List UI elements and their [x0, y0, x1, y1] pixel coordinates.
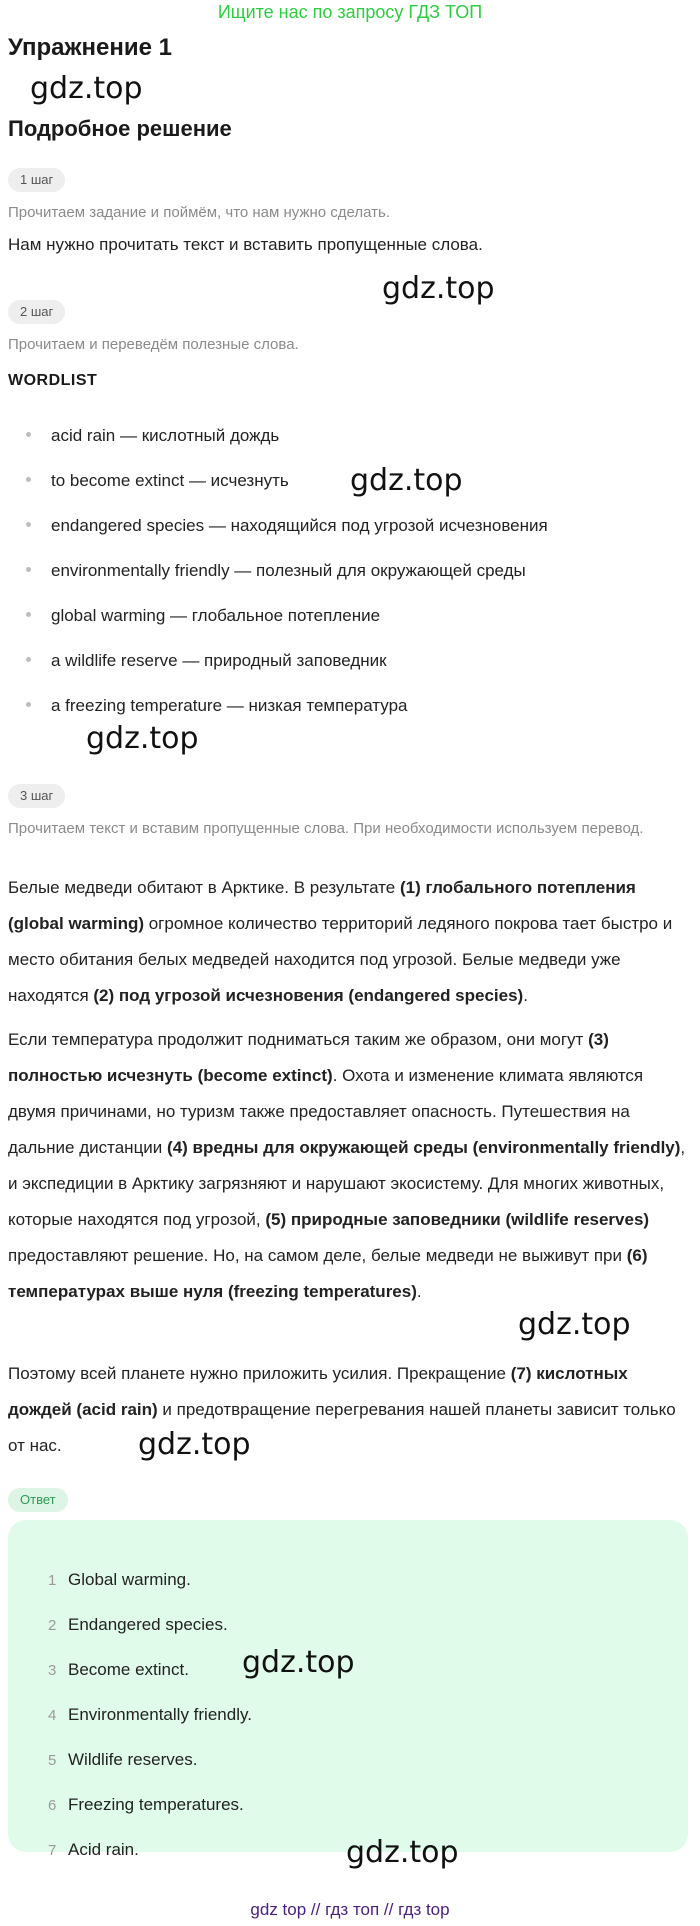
page-title: Упражнение 1	[8, 34, 172, 61]
text-run: Поэтому всей планете нужно приложить усилия. Прекращение	[8, 1364, 511, 1383]
answer-highlight: (7) кислотных дождей (acid rain)	[8, 1364, 628, 1419]
answer-highlight: (4) вредны для окружающей среды (environmentally friendly)	[167, 1138, 681, 1157]
step-3-hint: Прочитаем текст и вставим пропущенные слова. При необходимости используем перевод.	[8, 820, 644, 837]
watermark: gdz.top	[30, 71, 143, 106]
step-1-hint: Прочитаем задание и поймём, что нам нужно сделать.	[8, 204, 391, 221]
answer-item: 4 Environmentally friendly.	[48, 1705, 252, 1724]
text-run: огромное количество территорий ледяного покрова тает быстро и место обитания белых медведей находится под угрозой. Белые медведи уже находятся	[8, 914, 673, 1005]
answer-item: 1 Global warming.	[48, 1570, 191, 1589]
text-run: , и экспедиции в Арктику загрязняют и нарушают экосистему. Для многих животных, которые находятся под угрозой,	[8, 1138, 686, 1229]
step-3-paragraph-3	[8, 1356, 694, 1464]
search-banner: Ищите нас по запросу ГДЗ ТОП	[217, 2, 483, 22]
answer-highlight: (5) природные заповедники (wildlife reserves)	[265, 1210, 650, 1229]
watermark: gdz.top	[242, 1645, 355, 1680]
answer-highlight: (2) под угрозой исчезновения (endangered species)	[93, 986, 524, 1005]
answer-highlight: (6) температурах выше нуля (freezing temperatures)	[8, 1246, 648, 1301]
list-item: global warming — глобальное потепление	[26, 604, 380, 628]
list-item: a wildlife reserve — природный заповедник	[26, 649, 387, 673]
bullet-icon	[26, 612, 31, 617]
bullet-icon	[26, 522, 31, 527]
step-3-paragraph-2	[8, 1022, 694, 1310]
list-item: a freezing temperature — низкая температура	[26, 694, 408, 718]
text-run: . Охота и изменение климата являются двумя причинами, но туризм также предоставляет опасность. Путешествия на дальние дистанции	[8, 1066, 644, 1157]
step-2-hint: Прочитаем и переведём полезные слова.	[8, 336, 299, 353]
section-title: Подробное решение	[8, 116, 232, 141]
answer-item: 7 Acid rain.	[48, 1840, 139, 1859]
footer-links[interactable]: gdz top // гдз топ // гдз top	[250, 1900, 450, 1919]
step-badge-2: 2 шаг	[8, 300, 65, 324]
bullet-icon	[26, 477, 31, 482]
list-item: acid rain — кислотный дождь	[26, 424, 279, 448]
answer-item: 2 Endangered species.	[48, 1615, 228, 1634]
bullet-icon	[26, 702, 31, 707]
watermark: gdz.top	[138, 1427, 251, 1462]
wordlist-heading: WORDLIST	[8, 372, 98, 389]
text-run: Если температура продолжит подниматься таким же образом, они могут	[8, 1030, 589, 1049]
step-3-paragraph-1	[8, 870, 694, 1014]
text-run: .	[523, 986, 528, 1005]
answer-item: 3 Become extinct.	[48, 1660, 189, 1679]
watermark: gdz.top	[350, 463, 463, 498]
watermark: gdz.top	[86, 721, 199, 756]
step-badge-3: 3 шаг	[8, 784, 65, 808]
list-item: endangered species — находящийся под угрозой исчезновения	[26, 514, 548, 538]
step-1-text: Нам нужно прочитать текст и вставить пропущенные слова.	[8, 235, 483, 254]
list-item: to become extinct — исчезнуть	[26, 469, 289, 493]
bullet-icon	[26, 432, 31, 437]
step-badge-1: 1 шаг	[8, 168, 65, 192]
bullet-icon	[26, 657, 31, 662]
answer-highlight: (1) глобального потепления (global warming)	[8, 878, 636, 933]
answer-badge: Ответ	[8, 1488, 68, 1512]
text-run: и предотвращение перегревания нашей планеты зависит только от нас.	[8, 1400, 676, 1455]
watermark: gdz.top	[518, 1307, 631, 1342]
answer-highlight: (3) полностью исчезнуть (become extinct)	[8, 1030, 609, 1085]
bullet-icon	[26, 567, 31, 572]
list-item: environmentally friendly — полезный для окружающей среды	[26, 559, 526, 583]
answer-item: 6 Freezing temperatures.	[48, 1795, 244, 1814]
text-run: .	[416, 1282, 422, 1301]
text-run: предоставляют решение. Но, на самом деле, белые медведи не выживут при	[8, 1246, 627, 1265]
watermark: gdz.top	[382, 271, 495, 306]
watermark: gdz.top	[346, 1835, 459, 1870]
answer-item: 5 Wildlife reserves.	[48, 1750, 198, 1769]
text-run: Белые медведи обитают в Арктике. В результате	[8, 878, 400, 897]
